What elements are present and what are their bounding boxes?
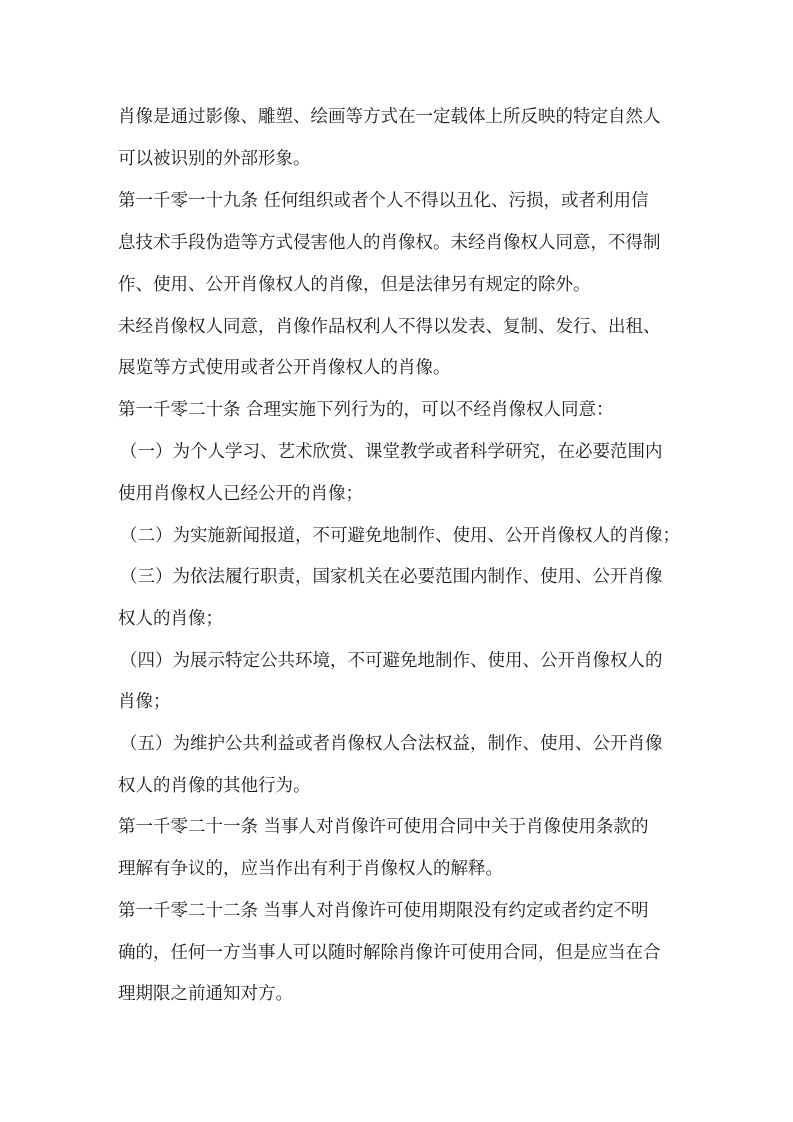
text-line: （五）为维护公共利益或者肖像权人合法权益，制作、使用、公开肖像 xyxy=(120,734,663,754)
text-line: （二）为实施新闻报道，不可避免地制作、使用、公开肖像权人的肖像； xyxy=(120,526,680,546)
text-line: 第一千零二十二条 当事人对肖像许可使用期限没有约定或者约定不明 xyxy=(118,901,649,921)
text-line: 可以被识别的外部形象。 xyxy=(118,149,311,169)
text-line: 展览等方式使用或者公开肖像权人的肖像。 xyxy=(118,358,451,378)
text-line: 权人的肖像； xyxy=(118,609,223,629)
text-line: 第一千零二十一条 当事人对肖像许可使用合同中关于肖像使用条款的 xyxy=(118,817,649,837)
text-line: 未经肖像权人同意，肖像作品权利人不得以发表、复制、发行、出租、 xyxy=(118,317,661,337)
text-line: 权人的肖像的其他行为。 xyxy=(118,776,311,796)
text-line: 理期限之前通知对方。 xyxy=(118,984,293,1004)
text-line: 确的，任何一方当事人可以随时解除肖像许可使用合同，但是应当在合 xyxy=(118,943,661,963)
text-line: （一）为个人学习、艺术欣赏、课堂教学或者科学研究，在必要范围内 xyxy=(120,442,663,462)
text-line: 肖像； xyxy=(118,692,171,712)
text-line: 作、使用、公开肖像权人的肖像，但是法律另有规定的除外。 xyxy=(118,275,591,295)
text-line: 第一千零一十九条 任何组织或者个人不得以丑化、污损，或者利用信 xyxy=(118,191,649,211)
text-line: 使用肖像权人已经公开的肖像； xyxy=(118,484,363,504)
text-line: 肖像是通过影像、雕塑、绘画等方式在一定载体上所反映的特定自然人 xyxy=(118,107,661,127)
text-line: （四）为展示特定公共环境，不可避免地制作、使用、公开肖像权人的 xyxy=(120,651,663,671)
text-line: （三）为依法履行职责，国家机关在必要范围内制作、使用、公开肖像 xyxy=(120,567,663,587)
text-line: 第一千零二十条 合理实施下列行为的，可以不经肖像权人同意： xyxy=(118,400,614,420)
text-line: 息技术手段伪造等方式侵害他人的肖像权。未经肖像权人同意，不得制 xyxy=(118,233,661,253)
text-line: 理解有争议的，应当作出有利于肖像权人的解释。 xyxy=(118,859,503,879)
